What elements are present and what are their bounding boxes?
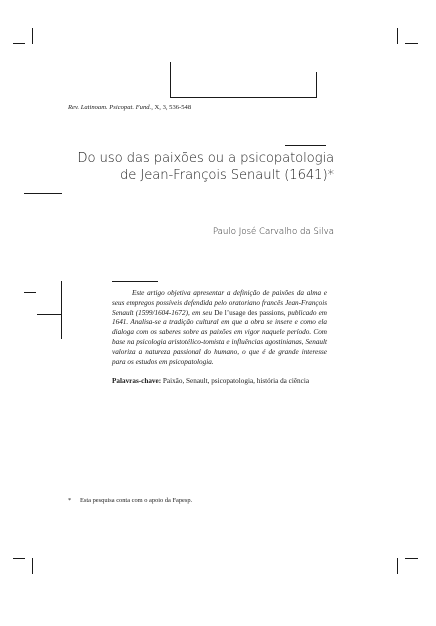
title-rule	[285, 145, 326, 146]
abstract-rule	[112, 281, 158, 282]
crop-mark	[13, 43, 25, 44]
header-rule	[170, 97, 317, 98]
left-margin-rule	[24, 292, 36, 293]
crop-mark	[397, 558, 398, 574]
header-rule	[170, 62, 171, 98]
crop-mark	[405, 43, 418, 44]
title-line-1: Do uso das paixões ou a psicopatologia	[77, 151, 334, 166]
author-name: Paulo José Carvalho da Silva	[212, 227, 334, 237]
abstract-bracket	[37, 314, 61, 315]
crop-mark	[32, 558, 33, 574]
book-title: De l’usage des passions	[214, 308, 284, 317]
footnote: * Esta pesquisa conta com o apoio da Fapesp.	[68, 497, 193, 504]
keywords: Palavras-chave: Paixão, Senault, psicopatologia, história da ciência	[112, 377, 310, 385]
crop-mark	[13, 558, 25, 559]
article-title	[34, 151, 334, 184]
abstract: Este artigo objetiva apresentar a definição de paixões da alma e seus empregos possíveis defendida pelo oratoriano francês Jean-François Senault (1599/1604-1672), em seu De l’usage des passions, publicado em 1641. Analisa-se a tradição cultural em que a obra se insere e como ela dialoga com os saberes sobre as paixões em vigor naquele período. Com base na psicologia aristotélico-tomista e influências agostinianas, Senault valoriza a natureza passional do humano, o que é de grande interesse para os estudos em psicopatologia.	[112, 289, 327, 366]
left-margin-rule	[24, 193, 62, 194]
crop-mark	[405, 558, 418, 559]
crop-mark	[397, 28, 398, 44]
journal-reference: Rev. Latinoam. Psicopat. Fund., X, 3, 536-548	[68, 104, 192, 111]
title-line-2: de Jean-François Senault (1641)*	[120, 167, 334, 183]
header-rule	[316, 72, 317, 98]
abstract-bracket	[61, 281, 62, 339]
crop-mark	[32, 28, 33, 44]
